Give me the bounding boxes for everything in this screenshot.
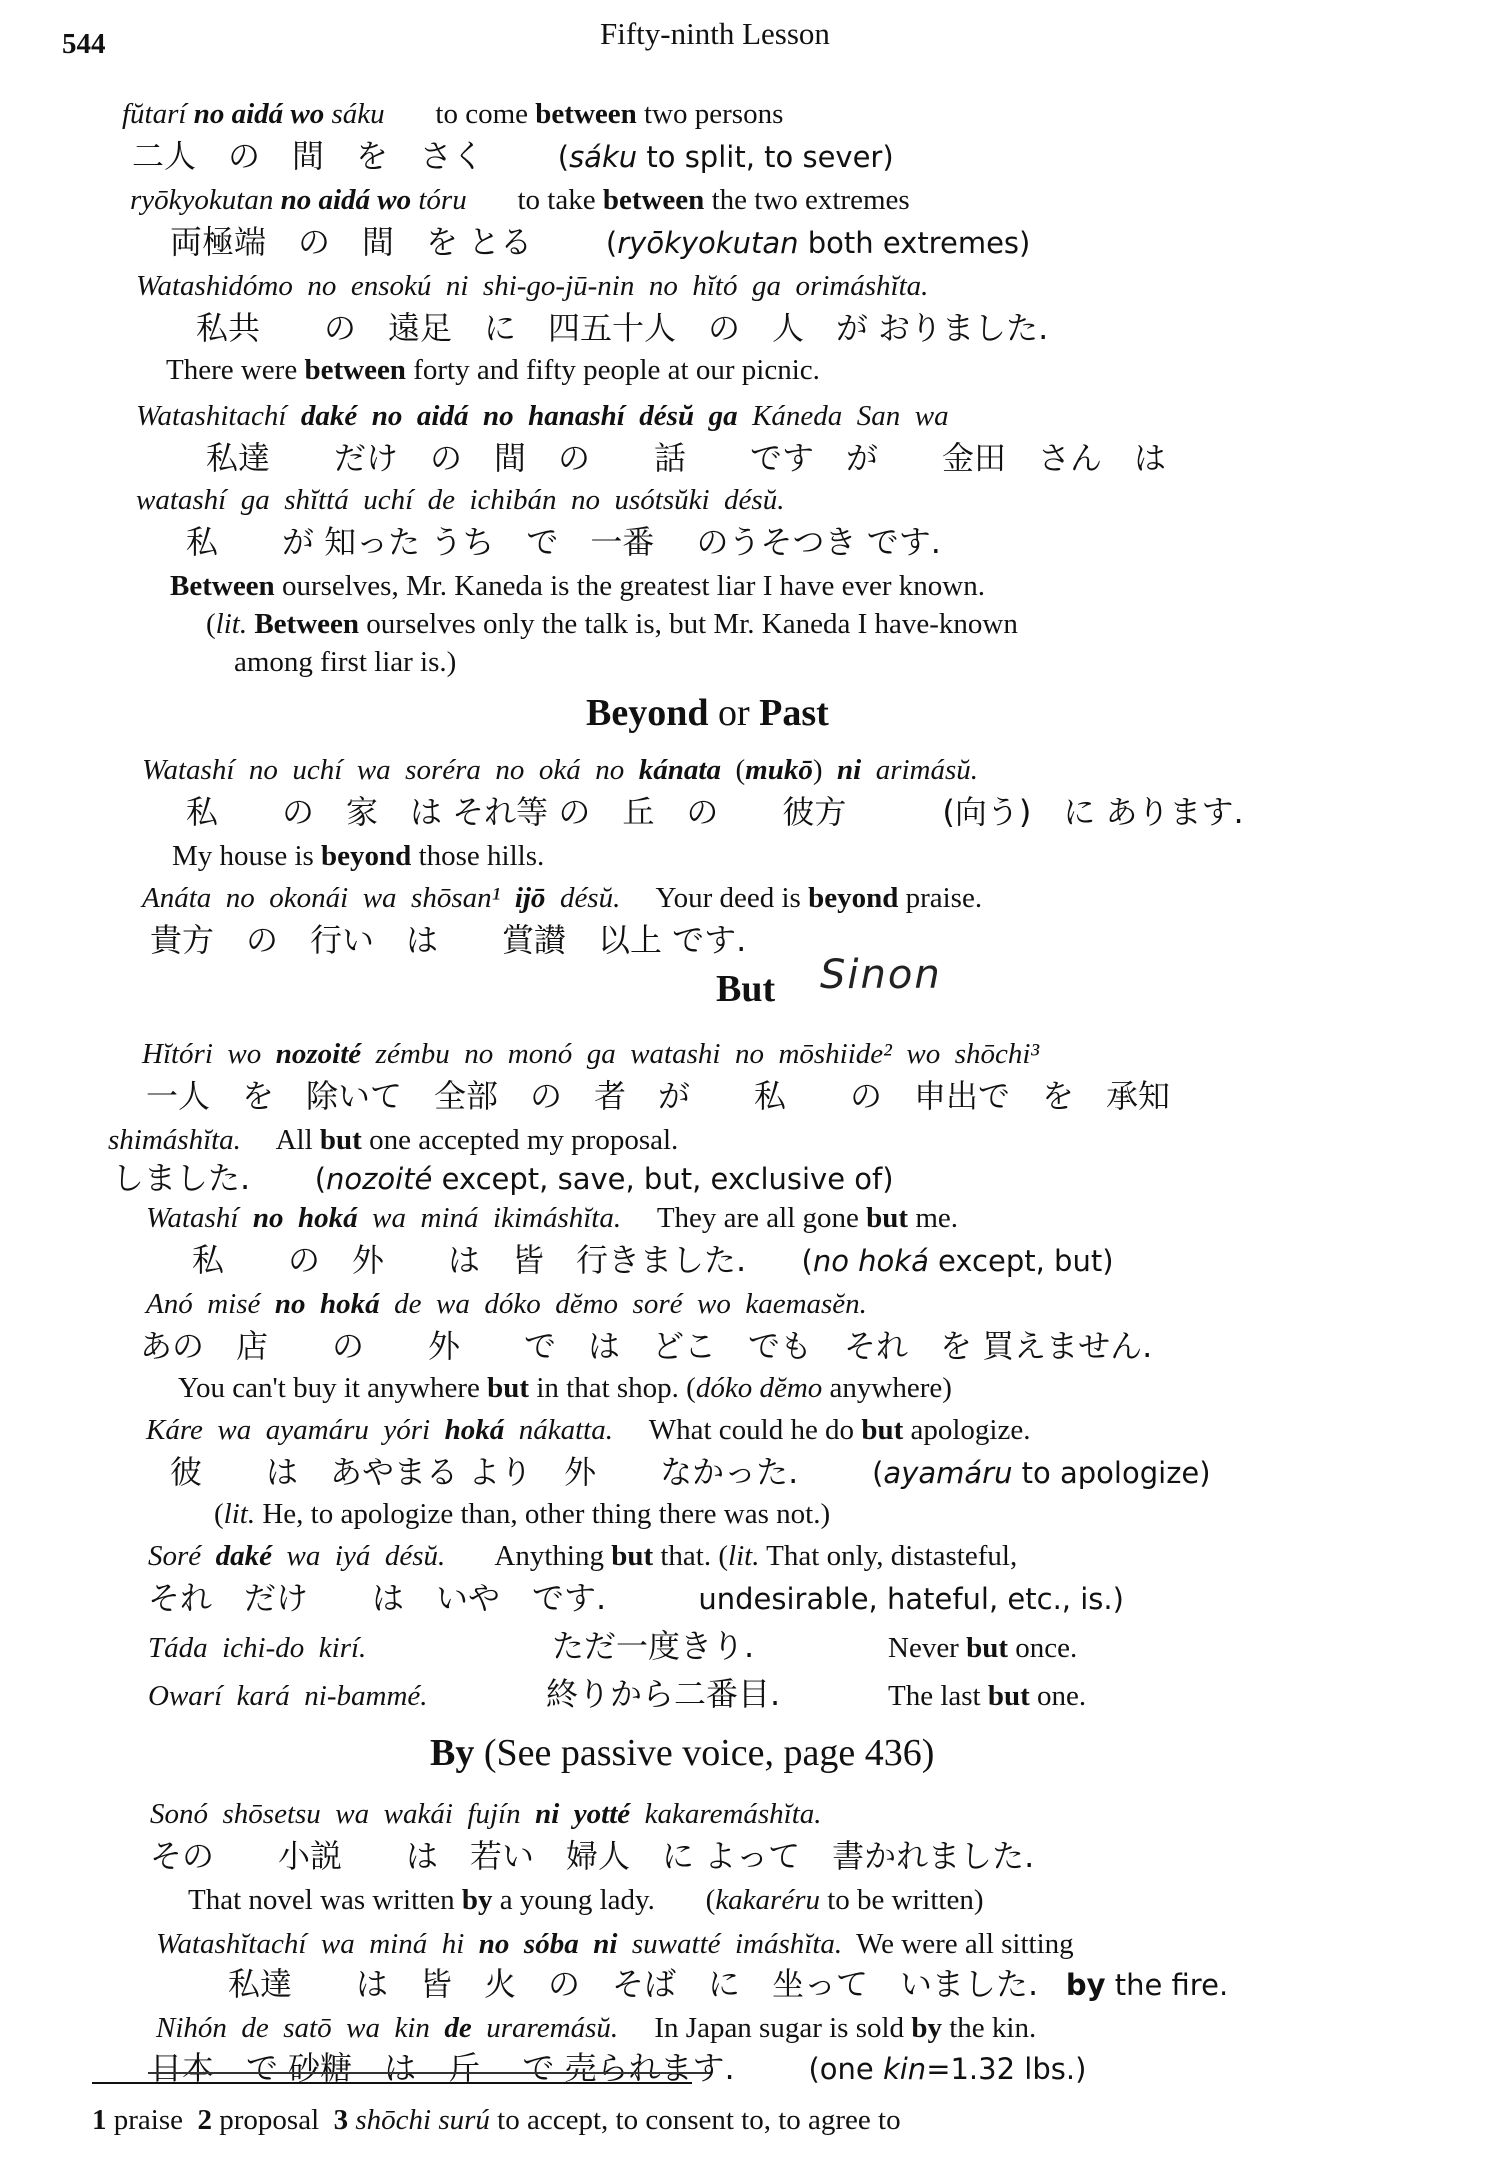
text-segment: Watashí xyxy=(146,1202,253,1234)
text-segment: Táda ichi-do kirí. xyxy=(148,1632,367,1664)
text-segment: among first liar is.) xyxy=(234,646,457,678)
text-segment: They are all gone xyxy=(621,1202,867,1234)
text-segment: a young lady. xyxy=(492,1884,655,1916)
text-segment: (See passive voice, page 436) xyxy=(474,1732,935,1774)
text-segment: désŭ. xyxy=(545,882,621,914)
text-segment: Watashidómo no ensokú ni shi-go-jū-nin no hĭtó ga orimáshĭta. xyxy=(136,270,929,302)
text-segment: that. ( xyxy=(653,1540,729,1572)
text-line xyxy=(132,137,894,175)
text-segment: except, but) xyxy=(928,1244,1114,1278)
text-segment: dóko dĕmo xyxy=(695,1372,823,1404)
text-segment: by xyxy=(911,2012,942,2044)
text-segment: both extremes) xyxy=(798,226,1031,260)
text-segment: ni yotté xyxy=(535,1798,631,1830)
text-segment: Káre wa ayamáru yóri xyxy=(146,1414,445,1446)
text-segment: ( xyxy=(206,608,216,640)
text-segment: Never xyxy=(888,1632,967,1664)
text-segment: しました. xyxy=(112,1159,251,1197)
text-segment: arimásŭ. xyxy=(861,754,979,786)
text-line xyxy=(170,1453,1211,1491)
text-segment: 私共 の 遠足 に 四五十人 の 人 が おりました. xyxy=(196,309,1049,347)
text-segment: but xyxy=(487,1372,530,1404)
text-segment: Between xyxy=(170,570,275,602)
text-segment: Soré xyxy=(148,1540,216,1572)
text-segment: ( xyxy=(746,1244,813,1278)
text-segment: The last xyxy=(888,1680,988,1712)
text-segment: We were all sitting xyxy=(842,1928,1074,1960)
text-segment: shimáshĭta. xyxy=(108,1124,241,1156)
text-segment: no aidá wo xyxy=(280,184,419,216)
text-segment: two persons xyxy=(636,98,784,130)
text-segment: 一人 を 除いて 全部 の 者 が 私 の 申出で を 承知 xyxy=(146,1077,1171,1115)
text-line xyxy=(150,921,747,959)
text-segment: 私達 は 皆 火 の そば に 坐って いました. xyxy=(228,1965,1039,2003)
text-segment: but xyxy=(319,1124,362,1156)
text-segment: What could he do xyxy=(612,1414,862,1446)
text-segment: sáku xyxy=(331,98,385,130)
text-segment: Beyond xyxy=(586,692,718,734)
text-segment: de wa dóko dĕmo soré wo kaemasĕn. xyxy=(379,1288,867,1320)
text-segment: ijō xyxy=(514,882,546,914)
text-segment: Watashĭtachí wa miná hi xyxy=(156,1928,479,1960)
text-line xyxy=(148,1682,428,1711)
text-line xyxy=(136,402,949,431)
text-segment: but xyxy=(987,1680,1030,1712)
text-segment: to come xyxy=(384,98,536,130)
text-segment: 3 xyxy=(333,2104,349,2136)
text-segment: =1.32 lbs.) xyxy=(926,2052,1087,2086)
text-line xyxy=(172,842,544,871)
text-segment: ( xyxy=(532,226,618,260)
text-segment: 私 が 知った うち で 一番 のうそつき です. xyxy=(186,523,941,561)
text-segment: Káneda San wa xyxy=(737,400,949,432)
text-segment: ( xyxy=(214,1498,224,1530)
text-segment: You can't buy it anywhere xyxy=(178,1372,488,1404)
text-segment: ( xyxy=(720,754,746,786)
text-line xyxy=(206,439,1167,477)
text-segment: between xyxy=(602,184,705,216)
text-segment: to split, to sever) xyxy=(637,140,894,174)
text-segment: ryōkyokutan xyxy=(617,226,799,260)
text-segment: but xyxy=(966,1632,1009,1664)
text-line xyxy=(92,2106,901,2135)
text-segment: no hoká xyxy=(812,1244,929,1278)
text-segment: それ だけ は いや です. xyxy=(148,1579,607,1617)
text-segment: Sonó shōsetsu wa wakái fujín xyxy=(150,1798,536,1830)
text-segment: In Japan sugar is sold xyxy=(618,2012,912,2044)
text-line xyxy=(148,1579,1124,1617)
text-segment: あの 店 の 外 で は どこ でも それ を 買えません. xyxy=(140,1327,1153,1365)
text-segment: Between xyxy=(254,608,360,640)
text-line xyxy=(146,1416,1030,1445)
text-segment: 私 の 家 は それ等 の 丘 の 彼方 (向う) に あります. xyxy=(186,793,1244,831)
text-line xyxy=(178,1374,952,1403)
text-segment: 彼 は あやまる より 外 なかった. xyxy=(170,1453,799,1491)
text-segment: fŭtarí xyxy=(122,98,194,130)
text-line xyxy=(186,793,1244,831)
text-segment: 私 の 外 は 皆 行きました. xyxy=(192,1241,747,1279)
text-line xyxy=(140,1327,1153,1365)
text-segment: apologize. xyxy=(903,1414,1031,1446)
text-segment: 終りから二番目. xyxy=(546,1675,781,1713)
text-line xyxy=(552,1627,755,1665)
text-segment: or xyxy=(717,692,760,734)
text-line xyxy=(234,648,456,677)
text-line xyxy=(586,694,829,732)
text-segment: lit. xyxy=(215,608,248,640)
text-segment: but xyxy=(861,1414,904,1446)
text-segment: Anáta no okonái wa shōsan¹ xyxy=(142,882,515,914)
text-segment: undesirable, hateful, etc., is.) xyxy=(606,1582,1124,1616)
text-segment: ) xyxy=(812,754,837,786)
text-segment: ただ一度きり. xyxy=(552,1627,755,1665)
text-segment: by xyxy=(461,1884,493,1916)
text-line xyxy=(146,1077,1171,1115)
text-segment: between xyxy=(535,98,637,130)
running-header-title: Fifty-ninth Lesson xyxy=(600,16,830,51)
text-line xyxy=(228,1965,1229,2003)
text-segment: There were xyxy=(166,354,305,386)
text-line xyxy=(148,1542,1017,1571)
text-segment: de xyxy=(444,2012,472,2044)
text-segment: kakaremáshĭta. xyxy=(630,1798,822,1830)
text-segment: forty and fifty people at our picnic. xyxy=(405,354,820,386)
text-line xyxy=(546,1675,781,1713)
text-segment: one. xyxy=(1029,1680,1087,1712)
text-segment: (one xyxy=(734,2052,883,2086)
text-segment: but xyxy=(611,1540,654,1572)
text-segment: the kin. xyxy=(941,2012,1037,2044)
text-segment: sáku xyxy=(569,140,638,174)
text-segment: no sóba ni xyxy=(478,1928,618,1960)
text-line xyxy=(192,1241,1114,1279)
text-segment: ayamáru xyxy=(883,1456,1013,1490)
text-segment: nozoité xyxy=(275,1038,362,1070)
text-segment: Past xyxy=(759,692,829,734)
text-segment: nozoité xyxy=(326,1162,433,1196)
text-line xyxy=(206,610,1018,639)
text-line xyxy=(888,1634,1077,1663)
text-segment: to apologize) xyxy=(1012,1456,1211,1490)
text-segment: wa miná ikimáshĭta. xyxy=(357,1202,622,1234)
text-segment: no hoká xyxy=(274,1288,380,1320)
text-line xyxy=(214,1500,830,1529)
text-segment xyxy=(1038,1968,1066,2002)
text-segment: Watashitachí xyxy=(136,400,301,432)
text-line xyxy=(112,1159,894,1197)
text-segment: 1 xyxy=(92,2104,107,2136)
text-segment: suwatté imáshĭta. xyxy=(617,1928,843,1960)
text-line xyxy=(150,2049,1087,2087)
text-line xyxy=(156,2014,1036,2043)
page-number: 544 xyxy=(62,28,106,60)
text-line xyxy=(188,1886,983,1915)
text-segment: watashí ga shĭttá uchí de ichibán no usótsŭki désŭ. xyxy=(136,484,785,516)
text-line xyxy=(142,884,982,913)
text-segment: tóru xyxy=(418,184,467,216)
text-line xyxy=(108,1126,678,1155)
text-segment: 日本 で 砂糖 は 斤 で 売られます. xyxy=(150,2049,735,2087)
text-segment: Nihón de satō wa kin xyxy=(156,2012,445,2044)
text-segment: once. xyxy=(1008,1632,1078,1664)
text-segment: the fire. xyxy=(1105,1968,1229,2002)
text-segment: praise. xyxy=(898,882,983,914)
text-segment: All xyxy=(240,1124,320,1156)
text-segment: hoká xyxy=(444,1414,505,1446)
text-segment: shōchi surú xyxy=(348,2104,490,2136)
text-segment: kin xyxy=(882,2052,927,2086)
text-segment: kánata xyxy=(638,754,721,786)
pen-underline xyxy=(148,2072,708,2074)
text-segment: me. xyxy=(908,1202,959,1234)
text-segment: daké xyxy=(215,1540,273,1572)
text-line xyxy=(156,1930,1074,1959)
text-segment: wa iyá désŭ. xyxy=(272,1540,446,1572)
text-segment: Watashí no uchí wa soréra no oká no xyxy=(142,754,639,786)
text-segment: anywhere) xyxy=(822,1372,952,1404)
text-segment: ryōkyokutan xyxy=(130,184,281,216)
text-line xyxy=(136,486,784,515)
text-segment: 2 xyxy=(197,2104,212,2136)
text-line xyxy=(142,1040,1039,1069)
text-segment: Hĭtóri wo xyxy=(142,1038,276,1070)
text-segment: one accepted my proposal. xyxy=(361,1124,679,1156)
text-line xyxy=(170,572,985,601)
text-segment: to take xyxy=(466,184,603,216)
text-segment: ni xyxy=(837,754,862,786)
text-line xyxy=(430,1734,934,1772)
text-segment: Anything xyxy=(445,1540,612,1572)
text-segment: ( xyxy=(250,1162,327,1196)
text-segment: beyond xyxy=(808,882,899,914)
text-segment: ourselves only the talk is, but Mr. Kaneda I have-known xyxy=(359,608,1018,640)
text-segment: except, save, but, exclusive of) xyxy=(432,1162,894,1196)
text-segment: mukō xyxy=(745,754,813,786)
text-segment: lit. xyxy=(223,1498,256,1530)
text-line xyxy=(136,272,928,301)
text-segment: ( xyxy=(798,1456,884,1490)
text-segment: ( xyxy=(654,1884,716,1916)
text-line xyxy=(146,1204,958,1233)
text-line xyxy=(888,1682,1086,1711)
text-segment: those hills. xyxy=(411,840,545,872)
text-segment: daké no aidá no hanashí désŭ ga xyxy=(300,400,738,432)
text-segment: praise xyxy=(106,2104,198,2136)
text-segment: 貴方 の 行い は 賞讃 以上 です. xyxy=(150,921,747,959)
text-segment: 私達 だけ の 間 の 話 です が 金田 さん は xyxy=(206,439,1167,477)
text-segment: He, to apologize than, other thing there was not.) xyxy=(255,1498,831,1530)
text-line xyxy=(142,756,978,785)
text-segment: but xyxy=(866,1202,909,1234)
text-segment: 二人 の 間 を さく xyxy=(132,137,485,175)
handwritten-annotation: Sinon xyxy=(820,952,942,998)
text-segment: between xyxy=(304,354,406,386)
text-segment: to be written) xyxy=(820,1884,984,1916)
text-segment: uraremásŭ. xyxy=(471,2012,619,2044)
text-segment: ( xyxy=(484,140,570,174)
text-segment: the two extremes xyxy=(704,184,910,216)
text-segment: to accept, to consent to, to agree to xyxy=(489,2104,901,2136)
text-line xyxy=(186,523,941,561)
text-segment: by xyxy=(1065,1968,1106,2002)
text-segment: zémbu no monó ga watashi no mōshiide² wo shōchi³ xyxy=(361,1038,1040,1070)
text-segment: no hoká xyxy=(252,1202,358,1234)
text-segment: That only, distasteful, xyxy=(759,1540,1018,1572)
text-line xyxy=(170,223,1031,261)
text-segment: beyond xyxy=(321,840,412,872)
text-line xyxy=(148,1634,366,1663)
text-segment: Your deed is xyxy=(620,882,809,914)
text-segment: But xyxy=(716,968,776,1010)
text-segment: その 小説 は 若い 婦人 に よって 書かれました. xyxy=(150,1837,1035,1875)
footnote-rule xyxy=(92,2082,692,2084)
text-segment: My house is xyxy=(172,840,322,872)
text-segment: in that shop. ( xyxy=(529,1372,696,1404)
text-segment: By xyxy=(430,1732,475,1774)
text-line xyxy=(716,970,775,1008)
text-segment: proposal xyxy=(212,2104,334,2136)
text-segment: no aidá wo xyxy=(193,98,332,130)
text-segment: Owarí kará ni-bammé. xyxy=(148,1680,428,1712)
text-line xyxy=(146,1290,867,1319)
text-line xyxy=(150,1800,822,1829)
text-segment: lit. xyxy=(728,1540,760,1572)
text-segment: kakaréru xyxy=(715,1884,820,1916)
text-segment: nákatta. xyxy=(504,1414,613,1446)
text-line xyxy=(130,186,910,215)
text-segment: 両極端 の 間 を とる xyxy=(170,223,533,261)
text-segment: Anó misé xyxy=(146,1288,275,1320)
text-segment: ourselves, Mr. Kaneda is the greatest liar I have ever known. xyxy=(274,570,985,602)
text-line xyxy=(196,309,1049,347)
text-line xyxy=(150,1837,1035,1875)
text-line xyxy=(122,100,783,129)
text-line xyxy=(166,356,820,385)
text-segment: That novel was written xyxy=(188,1884,462,1916)
